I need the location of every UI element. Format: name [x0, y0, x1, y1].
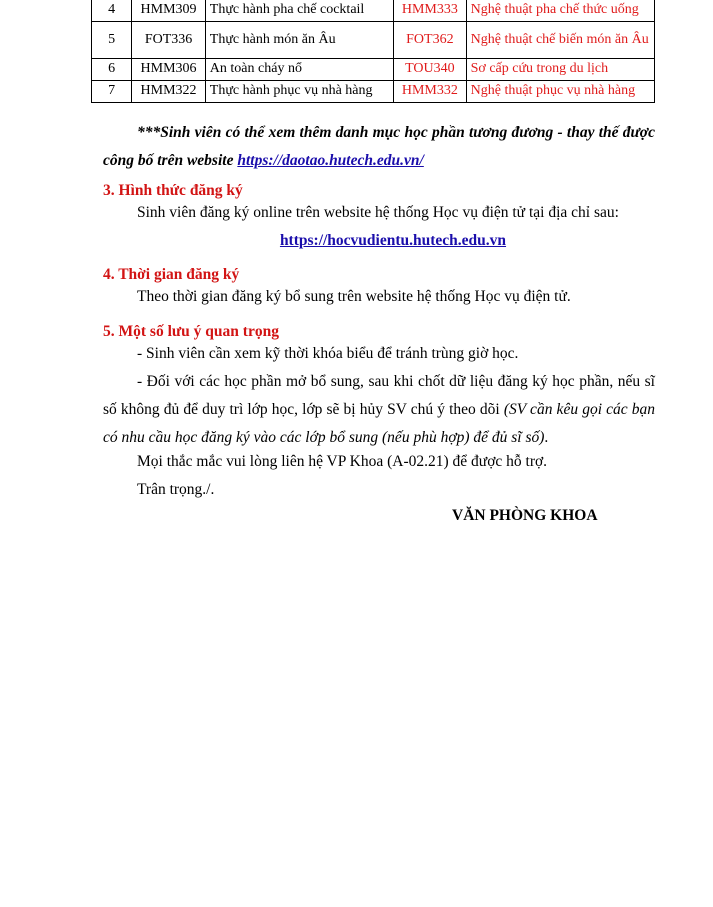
- note-item-2-italic: (SV cần kêu gọi các bạn có nhu cầu học đăng ký vào các lớp bổ sung (nếu phù hợp) để đủ sĩ số): [103, 401, 655, 446]
- table-row: [92, 0, 655, 22]
- signature: VĂN PHÒNG KHOA: [452, 507, 598, 524]
- section-4-heading: 4. Thời gian đăng ký: [103, 266, 240, 283]
- table-row: [92, 22, 655, 59]
- course-table: [91, 0, 655, 103]
- course-code: HMM322: [132, 81, 206, 103]
- course-code: FOT336: [132, 22, 206, 59]
- course-name: Thực hành pha chế cocktail: [205, 0, 393, 22]
- table-row: [92, 81, 655, 103]
- note-item-2-end: .: [544, 429, 549, 446]
- section-5-heading: 5. Một số lưu ý quan trọng: [103, 323, 279, 340]
- equivalent-course-name: Nghệ thuật chế biến món ăn Âu: [466, 22, 654, 59]
- equivalent-course-name: Nghệ thuật pha chế thức uống: [466, 0, 654, 22]
- row-number: 6: [92, 59, 132, 81]
- course-name: An toàn cháy nổ: [205, 59, 393, 81]
- equivalent-courses-note: [103, 119, 655, 175]
- equivalent-course-name: Nghệ thuật phục vụ nhà hàng: [466, 81, 654, 103]
- table-row: [92, 59, 655, 81]
- equivalent-course-name: Sơ cấp cứu trong du lịch: [466, 59, 654, 81]
- course-code: HMM309: [132, 0, 206, 22]
- contact-text: Mọi thắc mắc vui lòng liên hệ VP Khoa (A-02.21) để được hỗ trợ.: [137, 453, 548, 470]
- equivalent-course-code: TOU340: [394, 59, 467, 81]
- note-item-2: [103, 368, 655, 452]
- row-number: 7: [92, 81, 132, 103]
- equivalent-course-code: FOT362: [394, 22, 467, 59]
- equivalent-course-code: HMM332: [394, 81, 467, 103]
- section-3-heading: 3. Hình thức đăng ký: [103, 182, 243, 199]
- daotao-website-link[interactable]: https://daotao.hutech.edu.vn/: [237, 152, 424, 169]
- row-number: 4: [92, 0, 132, 22]
- closing-text: Trân trọng./.: [137, 481, 215, 498]
- registration-time-text: Theo thời gian đăng ký bổ sung trên website hệ thống Học vụ điện tử.: [137, 288, 571, 305]
- note-item-1: - Sinh viên cần xem kỹ thời khóa biểu để tránh trùng giờ học.: [137, 345, 519, 362]
- note-item-2-main: - Đối với các học phần mở bổ sung, sau khi chốt dữ liệu đăng ký học phần, nếu sĩ số không đủ để duy trì lớp học, lớp sẽ bị hủy SV chú ý theo dõi: [103, 373, 655, 418]
- note-text: ***Sinh viên có thể xem thêm danh mục học phần tương đương - thay thế được công bố trên website: [103, 124, 655, 169]
- course-code: HMM306: [132, 59, 206, 81]
- course-name: Thực hành món ăn Âu: [205, 22, 393, 59]
- equivalent-course-code: HMM333: [394, 0, 467, 22]
- row-number: 5: [92, 22, 132, 59]
- registration-link-line: [103, 231, 683, 251]
- hocvudientu-link[interactable]: https://hocvudientu.hutech.edu.vn: [279, 232, 507, 249]
- course-name: Thực hành phục vụ nhà hàng: [205, 81, 393, 103]
- registration-method-text: Sinh viên đăng ký online trên website hệ thống Học vụ điện tử tại địa chỉ sau:: [137, 204, 619, 221]
